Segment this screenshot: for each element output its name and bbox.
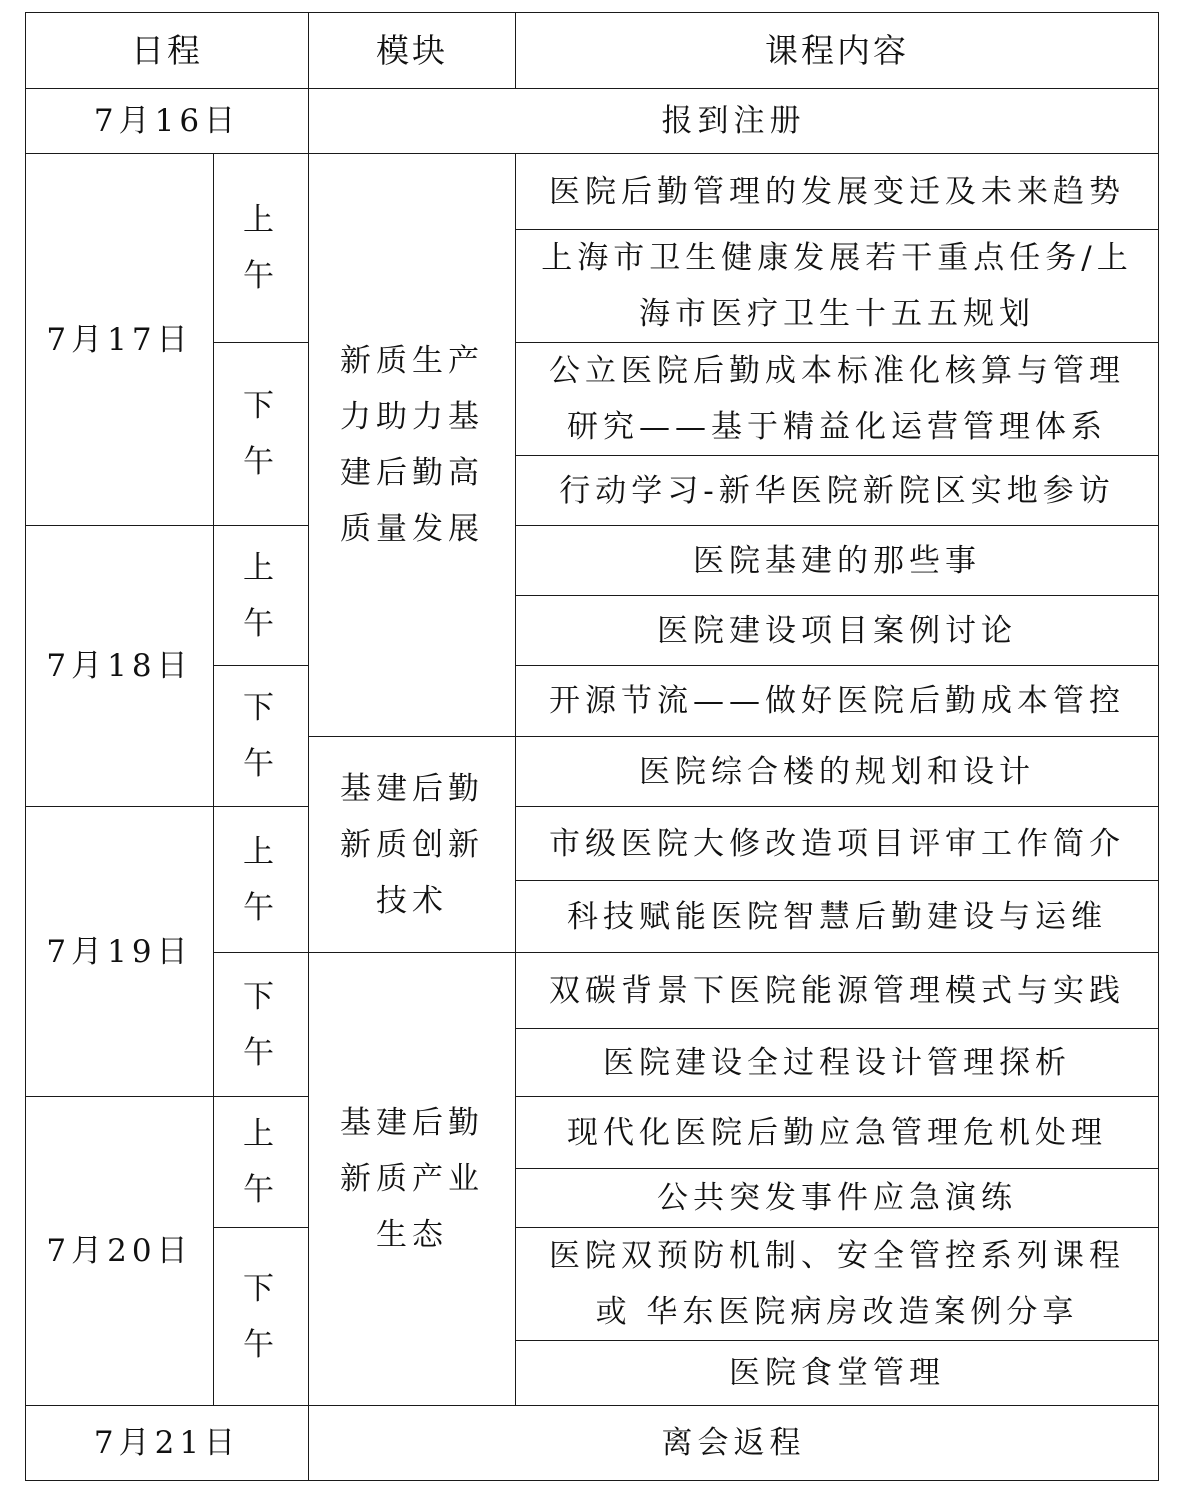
date-cell: 7月19日 [26,807,214,1097]
period-pm: 下 午 [214,953,309,1097]
course-cell: 公立医院后勤成本标准化核算与管理 研究——基于精益化运营管理体系 [516,343,1159,456]
course-cell: 医院综合楼的规划和设计 [516,737,1159,807]
module-line: 基建后勤 [340,1105,484,1141]
module-cell [309,953,516,1406]
departure-content: 离会返程 [309,1406,1159,1481]
table-row [26,154,1159,230]
course-cell: 双碳背景下医院能源管理模式与实践 [516,953,1159,1029]
module-cell [309,154,516,737]
module-line: 新质创新 [340,826,484,863]
course-cell: 医院建设项目案例讨论 [516,596,1159,666]
course-cell: 开源节流——做好医院后勤成本管控 [516,666,1159,737]
period-pm: 下 午 [214,666,309,807]
module-line: 新质产业 [340,1161,484,1197]
period-am: 上 午 [214,154,309,343]
course-cell: 现代化医院后勤应急管理危机处理 [516,1097,1159,1169]
module-cell [309,737,516,953]
table-row [26,1097,1159,1169]
table-row [26,526,1159,596]
table-row [26,807,1159,881]
table-row [26,1406,1159,1481]
course-cell: 行动学习-新华医院新院区实地参访 [516,456,1159,526]
header-schedule: 日程 [26,13,309,89]
period-am: 上 午 [214,526,309,666]
period-am: 上 午 [214,1097,309,1228]
table-row [26,89,1159,154]
course-cell: 医院基建的那些事 [516,526,1159,596]
module-line: 力助力基 [340,399,484,435]
module-line: 建后勤高 [340,455,484,491]
period-pm: 下 午 [214,1228,309,1406]
period-pm: 下 午 [214,343,309,526]
date-cell: 7月16日 [26,89,309,154]
course-cell: 公共突发事件应急演练 [516,1169,1159,1228]
date-cell: 7月17日 [26,154,214,526]
course-cell: 科技赋能医院智慧后勤建设与运维 [516,881,1159,953]
course-cell: 医院双预防机制、安全管控系列课程 或 华东医院病房改造案例分享 [516,1228,1159,1341]
schedule-table [25,12,1159,1481]
header-module: 模块 [309,13,516,89]
header-row [26,13,1159,89]
module-line: 技术 [376,882,448,919]
course-cell: 医院食堂管理 [516,1341,1159,1406]
course-cell: 医院后勤管理的发展变迁及未来趋势 [516,154,1159,230]
period-am: 上 午 [214,807,309,953]
header-content: 课程内容 [516,13,1159,89]
registration-content: 报到注册 [309,89,1159,154]
course-cell: 市级医院大修改造项目评审工作简介 [516,807,1159,881]
module-line: 生态 [376,1217,448,1253]
module-line: 质量发展 [340,511,484,547]
module-line: 新质生产 [340,343,484,379]
date-cell: 7月18日 [26,526,214,807]
date-cell: 7月20日 [26,1097,214,1406]
module-line: 基建后勤 [340,770,484,807]
course-cell: 上海市卫生健康发展若干重点任务/上 海市医疗卫生十五五规划 [516,230,1159,343]
date-cell: 7月21日 [26,1406,309,1481]
course-cell: 医院建设全过程设计管理探析 [516,1029,1159,1097]
